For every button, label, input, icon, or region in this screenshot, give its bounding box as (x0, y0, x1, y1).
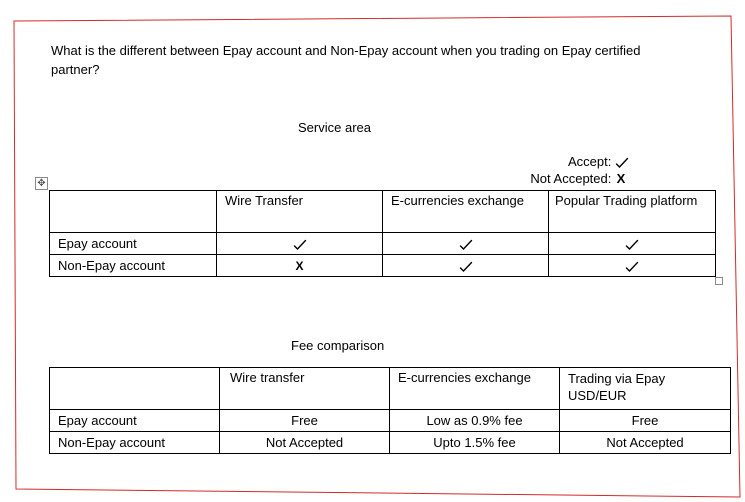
checkmark-icon (383, 233, 549, 255)
header-cell (50, 368, 220, 410)
row-label: Epay account (50, 233, 217, 255)
checkmark-icon (217, 233, 383, 255)
fee-cell: Upto 1.5% fee (390, 432, 560, 454)
service-area-title: Service area (298, 120, 371, 135)
header-cell: Wire transfer (220, 368, 390, 410)
table-row (50, 410, 731, 432)
fee-comparison-title: Fee comparison (291, 338, 385, 353)
fee-cell: Not Accepted (560, 432, 731, 454)
table-header-row (50, 191, 716, 233)
fee-comparison-table (49, 367, 731, 454)
legend (530, 153, 627, 187)
legend-accept (530, 153, 627, 170)
fee-cell: Free (560, 410, 731, 432)
x-mark-cell (217, 255, 383, 277)
table-header-row (50, 368, 731, 410)
header-cell: Popular Trading platform (549, 191, 716, 233)
service-area-table (49, 190, 716, 277)
header-cell: E-currencies exchange (390, 368, 560, 410)
legend-x-mark: X (616, 171, 626, 186)
resize-handle[interactable] (715, 277, 723, 285)
question-text: What is the different between Epay account and Non-Epay account when you trading on Epay certified partner? (51, 43, 641, 77)
legend-accept-label: Accept: (568, 154, 612, 169)
table-row (50, 233, 716, 255)
legend-not-accepted-label: Not Accepted: (530, 171, 612, 186)
x-mark: X (295, 259, 304, 273)
row-label: Non-Epay account (50, 255, 217, 277)
row-label: Non-Epay account (50, 432, 220, 454)
table-row (50, 255, 716, 277)
legend-not-accepted (530, 170, 627, 187)
fee-cell: Free (220, 410, 390, 432)
move-handle-icon[interactable]: ✥ (35, 177, 48, 190)
header-cell: E-currencies exchange (383, 191, 549, 233)
checkmark-icon (549, 233, 716, 255)
header-cell (50, 191, 217, 233)
checkmark-icon (615, 153, 627, 170)
checkmark-icon (383, 255, 549, 277)
fee-cell: Not Accepted (220, 432, 390, 454)
table-row (50, 432, 731, 454)
checkmark-icon (549, 255, 716, 277)
row-label: Epay account (50, 410, 220, 432)
fee-cell: Low as 0.9% fee (390, 410, 560, 432)
header-cell: Wire Transfer (217, 191, 383, 233)
header-cell: Trading via Epay USD/EUR (560, 368, 731, 410)
